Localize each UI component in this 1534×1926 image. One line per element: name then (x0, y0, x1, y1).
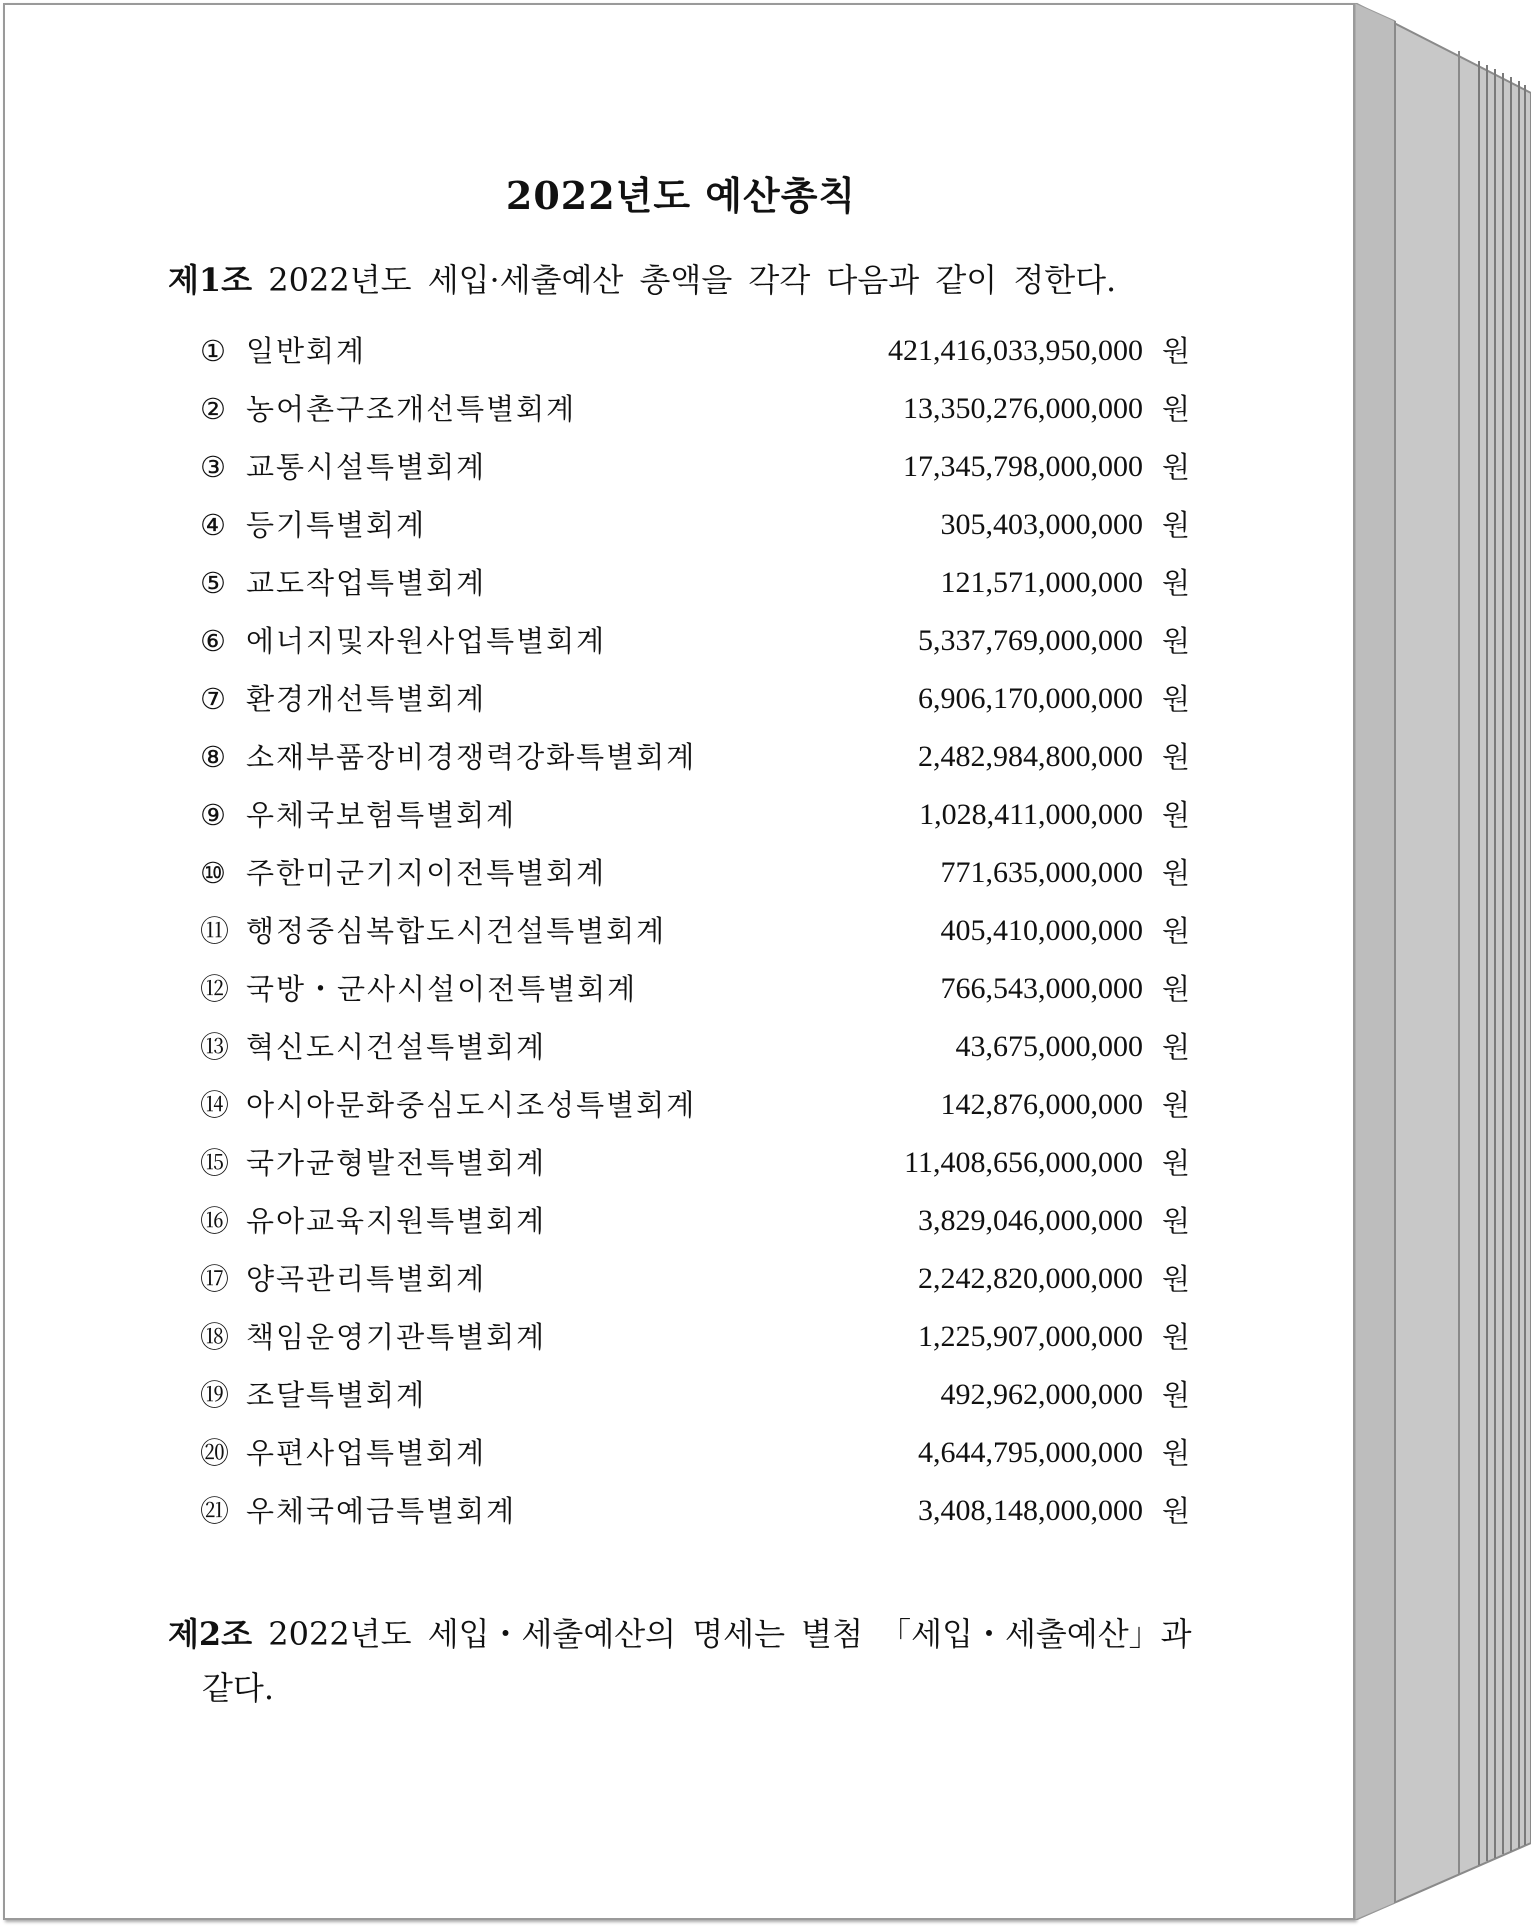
article-2 (168, 1607, 1208, 1715)
budget-item-amount: 142,876,000,000 (940, 1088, 1143, 1121)
budget-item-unit: 원 (1161, 1436, 1190, 1470)
budget-item-number: ⑫ (200, 972, 230, 1006)
budget-item-row (200, 438, 1200, 496)
budget-item-unit: 원 (1161, 1088, 1190, 1122)
budget-item-name: 유아교육지원특별회계 (246, 1204, 547, 1238)
budget-item-unit: 원 (1161, 1146, 1190, 1180)
budget-item-number: ② (200, 392, 226, 426)
article-2-text: 2022년도 세입・세출예산의 명세는 별첨 「세입・세출예산」과 (268, 1615, 1192, 1653)
budget-item-number: ① (200, 334, 226, 368)
budget-item-amount: 2,242,820,000,000 (918, 1262, 1143, 1295)
budget-item-row (200, 902, 1200, 960)
article-2-continuation: 같다. (202, 1669, 274, 1707)
budget-item-amount: 17,345,798,000,000 (903, 450, 1143, 483)
page-edge-stack (1355, 3, 1531, 1920)
budget-item-unit: 원 (1161, 1320, 1190, 1354)
budget-item-name: 교도작업특별회계 (246, 566, 487, 600)
budget-item-number: ④ (200, 508, 226, 542)
budget-item-row (200, 844, 1200, 902)
budget-item-unit: 원 (1161, 1262, 1190, 1296)
budget-item-name: 주한미군기지이전특별회계 (246, 856, 607, 890)
budget-item-name: 우체국보험특별회계 (246, 798, 517, 832)
budget-item-unit: 원 (1161, 624, 1190, 658)
budget-item-unit: 원 (1161, 798, 1190, 832)
budget-item-number: ⑲ (200, 1378, 230, 1412)
budget-item-unit: 원 (1161, 334, 1190, 368)
budget-item-row (200, 554, 1200, 612)
article-1-number: 제1조 (168, 261, 253, 299)
budget-item-name: 환경개선특별회계 (246, 682, 487, 716)
budget-item-row (200, 728, 1200, 786)
budget-item-unit: 원 (1161, 508, 1190, 542)
budget-item-name: 일반회계 (246, 334, 367, 368)
article-2-number: 제2조 (168, 1615, 253, 1653)
budget-item-row (200, 1076, 1200, 1134)
budget-item-unit: 원 (1161, 972, 1190, 1006)
budget-item-amount: 405,410,000,000 (940, 914, 1143, 947)
budget-item-unit: 원 (1161, 1494, 1190, 1528)
budget-item-name: 책임운영기관특별회계 (246, 1320, 547, 1354)
budget-item-row (200, 1134, 1200, 1192)
budget-item-number: ⑱ (200, 1320, 230, 1354)
budget-item-row (200, 786, 1200, 844)
budget-item-unit: 원 (1161, 682, 1190, 716)
budget-item-number: ⑮ (200, 1146, 230, 1180)
budget-item-number: ⑭ (200, 1088, 230, 1122)
budget-item-amount: 43,675,000,000 (955, 1030, 1143, 1063)
budget-item-row (200, 612, 1200, 670)
budget-item-unit: 원 (1161, 566, 1190, 600)
budget-item-unit: 원 (1161, 1204, 1190, 1238)
budget-item-amount: 771,635,000,000 (940, 856, 1143, 889)
budget-item-number: ③ (200, 450, 226, 484)
budget-item-row (200, 1482, 1200, 1540)
document-title: 2022년도 예산총칙 (505, 173, 857, 218)
budget-item-amount: 11,408,656,000,000 (904, 1146, 1143, 1179)
budget-item-number: ⑥ (200, 624, 226, 658)
budget-item-amount: 3,829,046,000,000 (918, 1204, 1143, 1237)
budget-item-row (200, 1424, 1200, 1482)
budget-item-unit: 원 (1161, 450, 1190, 484)
budget-item-amount: 2,482,984,800,000 (918, 740, 1143, 773)
budget-item-name: 소재부품장비경쟁력강화특별회계 (246, 740, 697, 774)
budget-item-list (200, 322, 1200, 1540)
budget-item-amount: 4,644,795,000,000 (918, 1436, 1143, 1469)
budget-item-number: ⑤ (200, 566, 226, 600)
budget-item-unit: 원 (1161, 392, 1190, 426)
budget-item-amount: 121,571,000,000 (940, 566, 1143, 599)
budget-item-number: ㉑ (200, 1494, 230, 1528)
budget-item-number: ⑳ (200, 1436, 230, 1470)
budget-item-unit: 원 (1161, 856, 1190, 890)
budget-item-row (200, 1192, 1200, 1250)
budget-item-name: 우체국예금특별회계 (246, 1494, 517, 1528)
budget-item-name: 아시아문화중심도시조성특별회계 (246, 1088, 697, 1122)
budget-item-name: 에너지및자원사업특별회계 (246, 624, 607, 658)
budget-item-row (200, 1308, 1200, 1366)
budget-item-row (200, 960, 1200, 1018)
budget-item-number: ⑯ (200, 1204, 230, 1238)
budget-item-amount: 3,408,148,000,000 (918, 1494, 1143, 1527)
budget-item-amount: 1,028,411,000,000 (919, 798, 1143, 831)
budget-item-name: 농어촌구조개선특별회계 (246, 392, 577, 426)
budget-item-amount: 6,906,170,000,000 (918, 682, 1143, 715)
budget-item-row (200, 322, 1200, 380)
budget-item-unit: 원 (1161, 914, 1190, 948)
budget-item-amount: 421,416,033,950,000 (888, 334, 1143, 367)
budget-item-number: ⑩ (200, 856, 226, 890)
budget-item-unit: 원 (1161, 740, 1190, 774)
budget-item-amount: 5,337,769,000,000 (918, 624, 1143, 657)
budget-item-name: 교통시설특별회계 (246, 450, 487, 484)
budget-item-amount: 13,350,276,000,000 (903, 392, 1143, 425)
budget-item-row (200, 496, 1200, 554)
budget-item-name: 행정중심복합도시건설특별회계 (246, 914, 667, 948)
budget-item-name: 혁신도시건설특별회계 (246, 1030, 547, 1064)
budget-item-name: 국가균형발전특별회계 (246, 1146, 547, 1180)
budget-item-number: ⑰ (200, 1262, 230, 1296)
budget-item-row (200, 380, 1200, 438)
article-1 (168, 253, 1208, 307)
budget-item-name: 우편사업특별회계 (246, 1436, 487, 1470)
budget-item-row (200, 670, 1200, 728)
budget-item-row (200, 1018, 1200, 1076)
budget-item-name: 양곡관리특별회계 (246, 1262, 487, 1296)
budget-item-name: 조달특별회계 (246, 1378, 427, 1412)
document-page (3, 3, 1355, 1920)
budget-item-unit: 원 (1161, 1378, 1190, 1412)
budget-item-amount: 766,543,000,000 (940, 972, 1143, 1005)
budget-item-amount: 305,403,000,000 (940, 508, 1143, 541)
budget-item-name: 국방・군사시설이전특별회계 (246, 972, 638, 1006)
budget-item-number: ⑦ (200, 682, 226, 716)
budget-item-number: ⑧ (200, 740, 226, 774)
budget-item-row (200, 1366, 1200, 1424)
budget-item-number: ⑬ (200, 1030, 230, 1064)
budget-item-row (200, 1250, 1200, 1308)
budget-item-number: ⑪ (200, 914, 230, 948)
budget-item-name: 등기특별회계 (246, 508, 427, 542)
budget-item-amount: 492,962,000,000 (940, 1378, 1143, 1411)
budget-item-number: ⑨ (200, 798, 226, 832)
budget-item-amount: 1,225,907,000,000 (918, 1320, 1143, 1353)
article-1-text: 2022년도 세입·세출예산 총액을 각각 다음과 같이 정한다. (268, 261, 1117, 299)
budget-item-unit: 원 (1161, 1030, 1190, 1064)
